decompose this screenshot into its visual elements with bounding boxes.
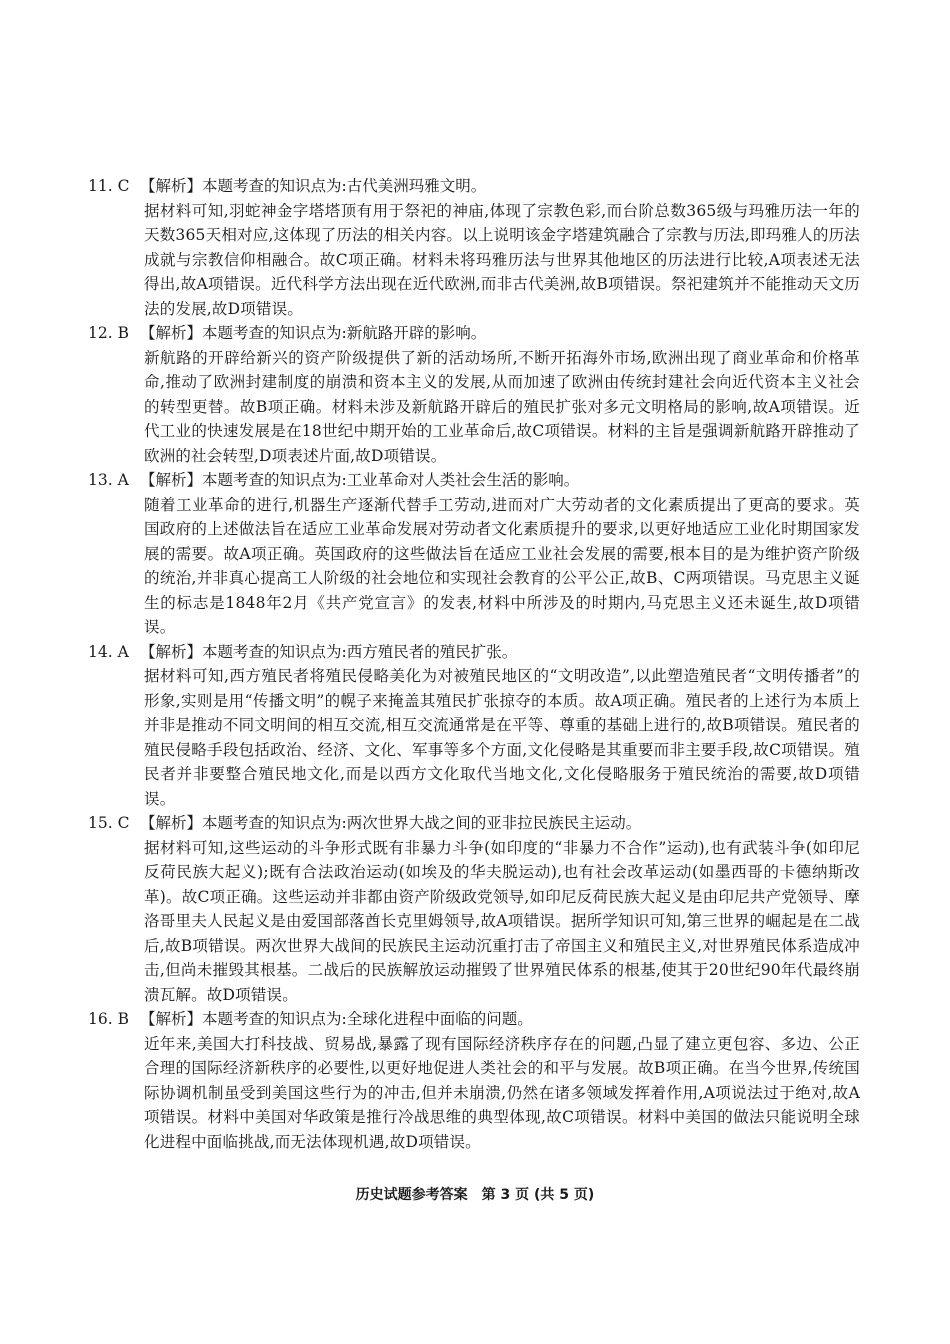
knowledge-point: 本题考查的知识点为:全球化进程中面临的问题。 bbox=[202, 1010, 533, 1028]
answer-item-16 bbox=[88, 1007, 860, 1154]
answer-head bbox=[88, 811, 860, 836]
analysis-tag: 【解析】 bbox=[140, 177, 203, 195]
page-footer: 历史试题参考答案 第 3 页 (共 5 页) bbox=[355, 1187, 595, 1203]
analysis-text: 新航路的开辟给新兴的资产阶级提供了新的活动场所,不断开拓海外市场,欧洲出现了商业革命和价格革命,推动了欧洲封建制度的崩溃和资本主义的发展,从而加速了欧洲由传统封建社会向近代资本主义社会的转型更替。故B项正确。材料未涉及新航路开辟后的殖民扩张对多元文明格局的影响,故A项错误。近代工业的快速发展是在18世纪中期开始的工业革命后,故C项错误。材料的主旨是强调新航路开辟推动了欧洲的社会转型,D项表述片面,故D项错误。 bbox=[144, 348, 860, 465]
knowledge-point: 本题考查的知识点为:两次世界大战之间的亚非拉民族民主运动。 bbox=[202, 814, 642, 832]
answer-head bbox=[88, 174, 860, 199]
analysis-tag: 【解析】 bbox=[140, 814, 203, 832]
answer-head bbox=[88, 1007, 860, 1032]
knowledge-point: 本题考查的知识点为:新航路开辟的影响。 bbox=[202, 324, 487, 342]
answer-item-15 bbox=[88, 811, 860, 1007]
knowledge-point: 本题考查的知识点为:西方殖民者的殖民扩张。 bbox=[202, 642, 518, 661]
question-number: 16. B bbox=[88, 1010, 129, 1028]
answer-item-14 bbox=[88, 640, 860, 812]
answer-item-12 bbox=[88, 321, 860, 468]
analysis-text: 据材料可知,羽蛇神金字塔塔顶有用于祭祀的神庙,体现了宗教色彩,而台阶总数365级与玛雅历法一年的天数365天相对应,这体现了历法的相关内容。以上说明该金字塔建筑融合了宗教与历法,即玛雅人的历法成就与宗教信仰相融合。故C项正确。材料未将玛雅历法与世界其他地区的历法进行比较,A项表述无法得出,故A项错误。近代科学方法出现在近代欧洲,而非古代美洲,故B项错误。祭祀建筑并不能推动天文历法的发展,故D项错误。 bbox=[144, 201, 860, 318]
analysis-tag: 【解析】 bbox=[140, 1010, 203, 1028]
analysis-text: 据材料可知,这些运动的斗争形式既有非暴力斗争(如印度的“非暴力不合作”运动),也有武装斗争(如印尼反荷民族大起义);既有合法政治运动(如埃及的华夫脱运动),也有社会改革运动(如墨西哥的卡德纳斯改革)。故C项正确。这些运动并非都由资产阶级政党领导,如印尼反荷民族大起义是由印尼共产党领导、摩洛哥里夫人民起义是由爱国部落酋长克里姆领导,故A项错误。据所学知识可知,第三世界的崛起是在二战后,故B项错误。两次世界大战间的民族民主运动沉重打击了帝国主义和殖民主义,对世界殖民体系造成冲击,但尚未摧毁其根基。二战后的民族解放运动摧毁了世界殖民体系的根基,使其于20世纪90年代最终崩溃瓦解。故D项错误。 bbox=[144, 838, 860, 1004]
answer-item-13 bbox=[88, 468, 860, 640]
question-number: 14. A bbox=[88, 642, 129, 661]
analysis-tag: 【解析】 bbox=[140, 642, 203, 661]
question-number: 13. A bbox=[88, 471, 129, 489]
knowledge-point: 本题考查的知识点为:工业革命对人类社会生活的影响。 bbox=[202, 471, 580, 489]
analysis-tag: 【解析】 bbox=[140, 471, 203, 489]
answer-head bbox=[88, 468, 860, 493]
answer-item-11 bbox=[88, 174, 860, 321]
analysis-text: 据材料可知,西方殖民者将殖民侵略美化为对被殖民地区的“文明改造”,以此塑造殖民者“文明传播者”的形象,实则是用“传播文明”的幌子来掩盖其殖民扩张掠夺的本质。故A项正确。殖民者的上述行为本质上并非是推动不同文明间的相互交流,相互交流通常是在平等、尊重的基础上进行的,故B项错误。殖民者的殖民侵略手段包括政治、经济、文化、军事等多个方面,文化侵略是其重要而非主要手段,故C项错误。殖民者并非要整合殖民地文化,而是以西方文化取代当地文化,文化侵略服务于殖民统治的需要,故D项错误。 bbox=[144, 667, 860, 808]
analysis-text: 近年来,美国大打科技战、贸易战,暴露了现有国际经济秩序存在的问题,凸显了建立更包容、多边、公正合理的国际经济新秩序的必要性,以更好地促进人类社会的和平与发展。故B项正确。在当今世界,传统国际协调机制虽受到美国这些行为的冲击,但并未崩溃,仍然在诸多领域发挥着作用,A项说法过于绝对,故A项错误。材料中美国对华政策是推行冷战思维的典型体现,故C项错误。材料中美国的做法只能说明全球化进程中面临挑战,而无法体现机遇,故D项错误。 bbox=[144, 1034, 860, 1151]
question-number: 11. C bbox=[88, 177, 130, 195]
analysis-tag: 【解析】 bbox=[140, 324, 203, 342]
question-number: 12. B bbox=[88, 324, 129, 342]
answer-head bbox=[88, 321, 860, 346]
answer-head bbox=[88, 640, 860, 665]
analysis-text: 随着工业革命的进行,机器生产逐渐代替手工劳动,进而对广大劳动者的文化素质提出了更高的要求。英国政府的上述做法旨在适应工业革命发展对劳动者文化素质提升的要求,以更好地适应工业化时期国家发展的需要。故A项正确。英国政府的这些做法旨在适应工业社会发展的需要,根本目的是为维护资产阶级的统治,并非真心提高工人阶级的社会地位和实现社会教育的公平公正,故B、C两项错误。马克思主义诞生的标志是1848年2月《共产党宣言》的发表,材料中所涉及的时期内,马克思主义还未诞生,故D项错误。 bbox=[144, 495, 860, 636]
knowledge-point: 本题考查的知识点为:古代美洲玛雅文明。 bbox=[202, 177, 487, 195]
question-number: 15. C bbox=[88, 814, 130, 832]
answer-list bbox=[88, 174, 860, 1154]
